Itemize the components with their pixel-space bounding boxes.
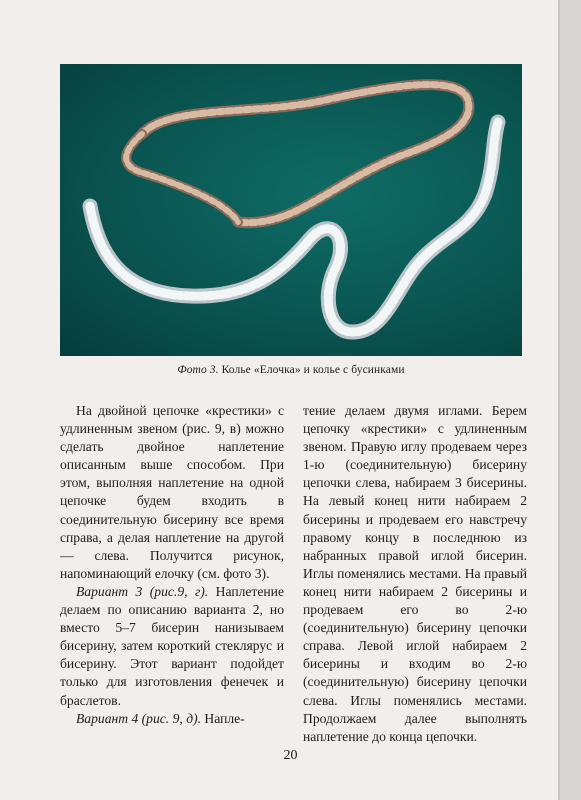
page-number: 20 bbox=[283, 748, 298, 763]
variant-3-label: Вариант 3 (рис.9, г). bbox=[76, 583, 209, 599]
variant-4-text-start: Напле- bbox=[204, 710, 245, 726]
right-column bbox=[303, 402, 527, 746]
paragraph-3 bbox=[60, 710, 284, 728]
paragraph-2 bbox=[60, 583, 284, 710]
necklaces-illustration bbox=[60, 64, 522, 356]
necklace-photo bbox=[60, 64, 522, 356]
photo-caption bbox=[60, 364, 522, 376]
caption-text: Колье «Елочка» и колье с бусинками bbox=[221, 364, 405, 376]
variant-4-text: тение делаем двумя иглами. Берем цепочку «крестики» с удлиненным звеном. Правую иглу продеваем через 1-ю (соединительную) бисерину цепочки слева, набираем 3 бисерины. На левый конец нити набираем 2 бисерины и продеваем его навстречу правому концу в последнюю из набранных правой иглой бисерин. Иглы поменялись местами. На правый конец нити набираем 2 бисерины и продеваем его во 2-ю (соединительную) бисерину цепочки справа. Левой иглой набираем 2 бисерины и входим во 2-ю (соединительную) бисерину цепочки слева. Иглы поменялись местами. Продолжаем далее выполнять наплетение до конца цепочки. bbox=[303, 403, 527, 744]
left-column bbox=[60, 402, 284, 728]
caption-label: Фото 3. bbox=[177, 364, 219, 376]
variant-4-label: Вариант 4 (рис. 9, д). bbox=[76, 710, 201, 726]
paragraph-1: На двойной цепочке «крестики» с удлиненным звеном (рис. 9, в) можно сделать двойное наплетение описанным выше способом. При этом, выполняя наплетение на одной цепочке будем входить в соединительную бисерину все время справа, а делая наплетение на другой — слева. Получится рисунок, напоминающий елочку (см. фото 3). bbox=[60, 403, 284, 581]
variant-3-text: Наплетение делаем по описанию варианта 2, но вместо 5–7 бисерин нанизываем бисерину, затем короткий стеклярус и бисерину. Этот вариант подойдет только для изготовления фенечек и браслетов. bbox=[60, 583, 284, 708]
